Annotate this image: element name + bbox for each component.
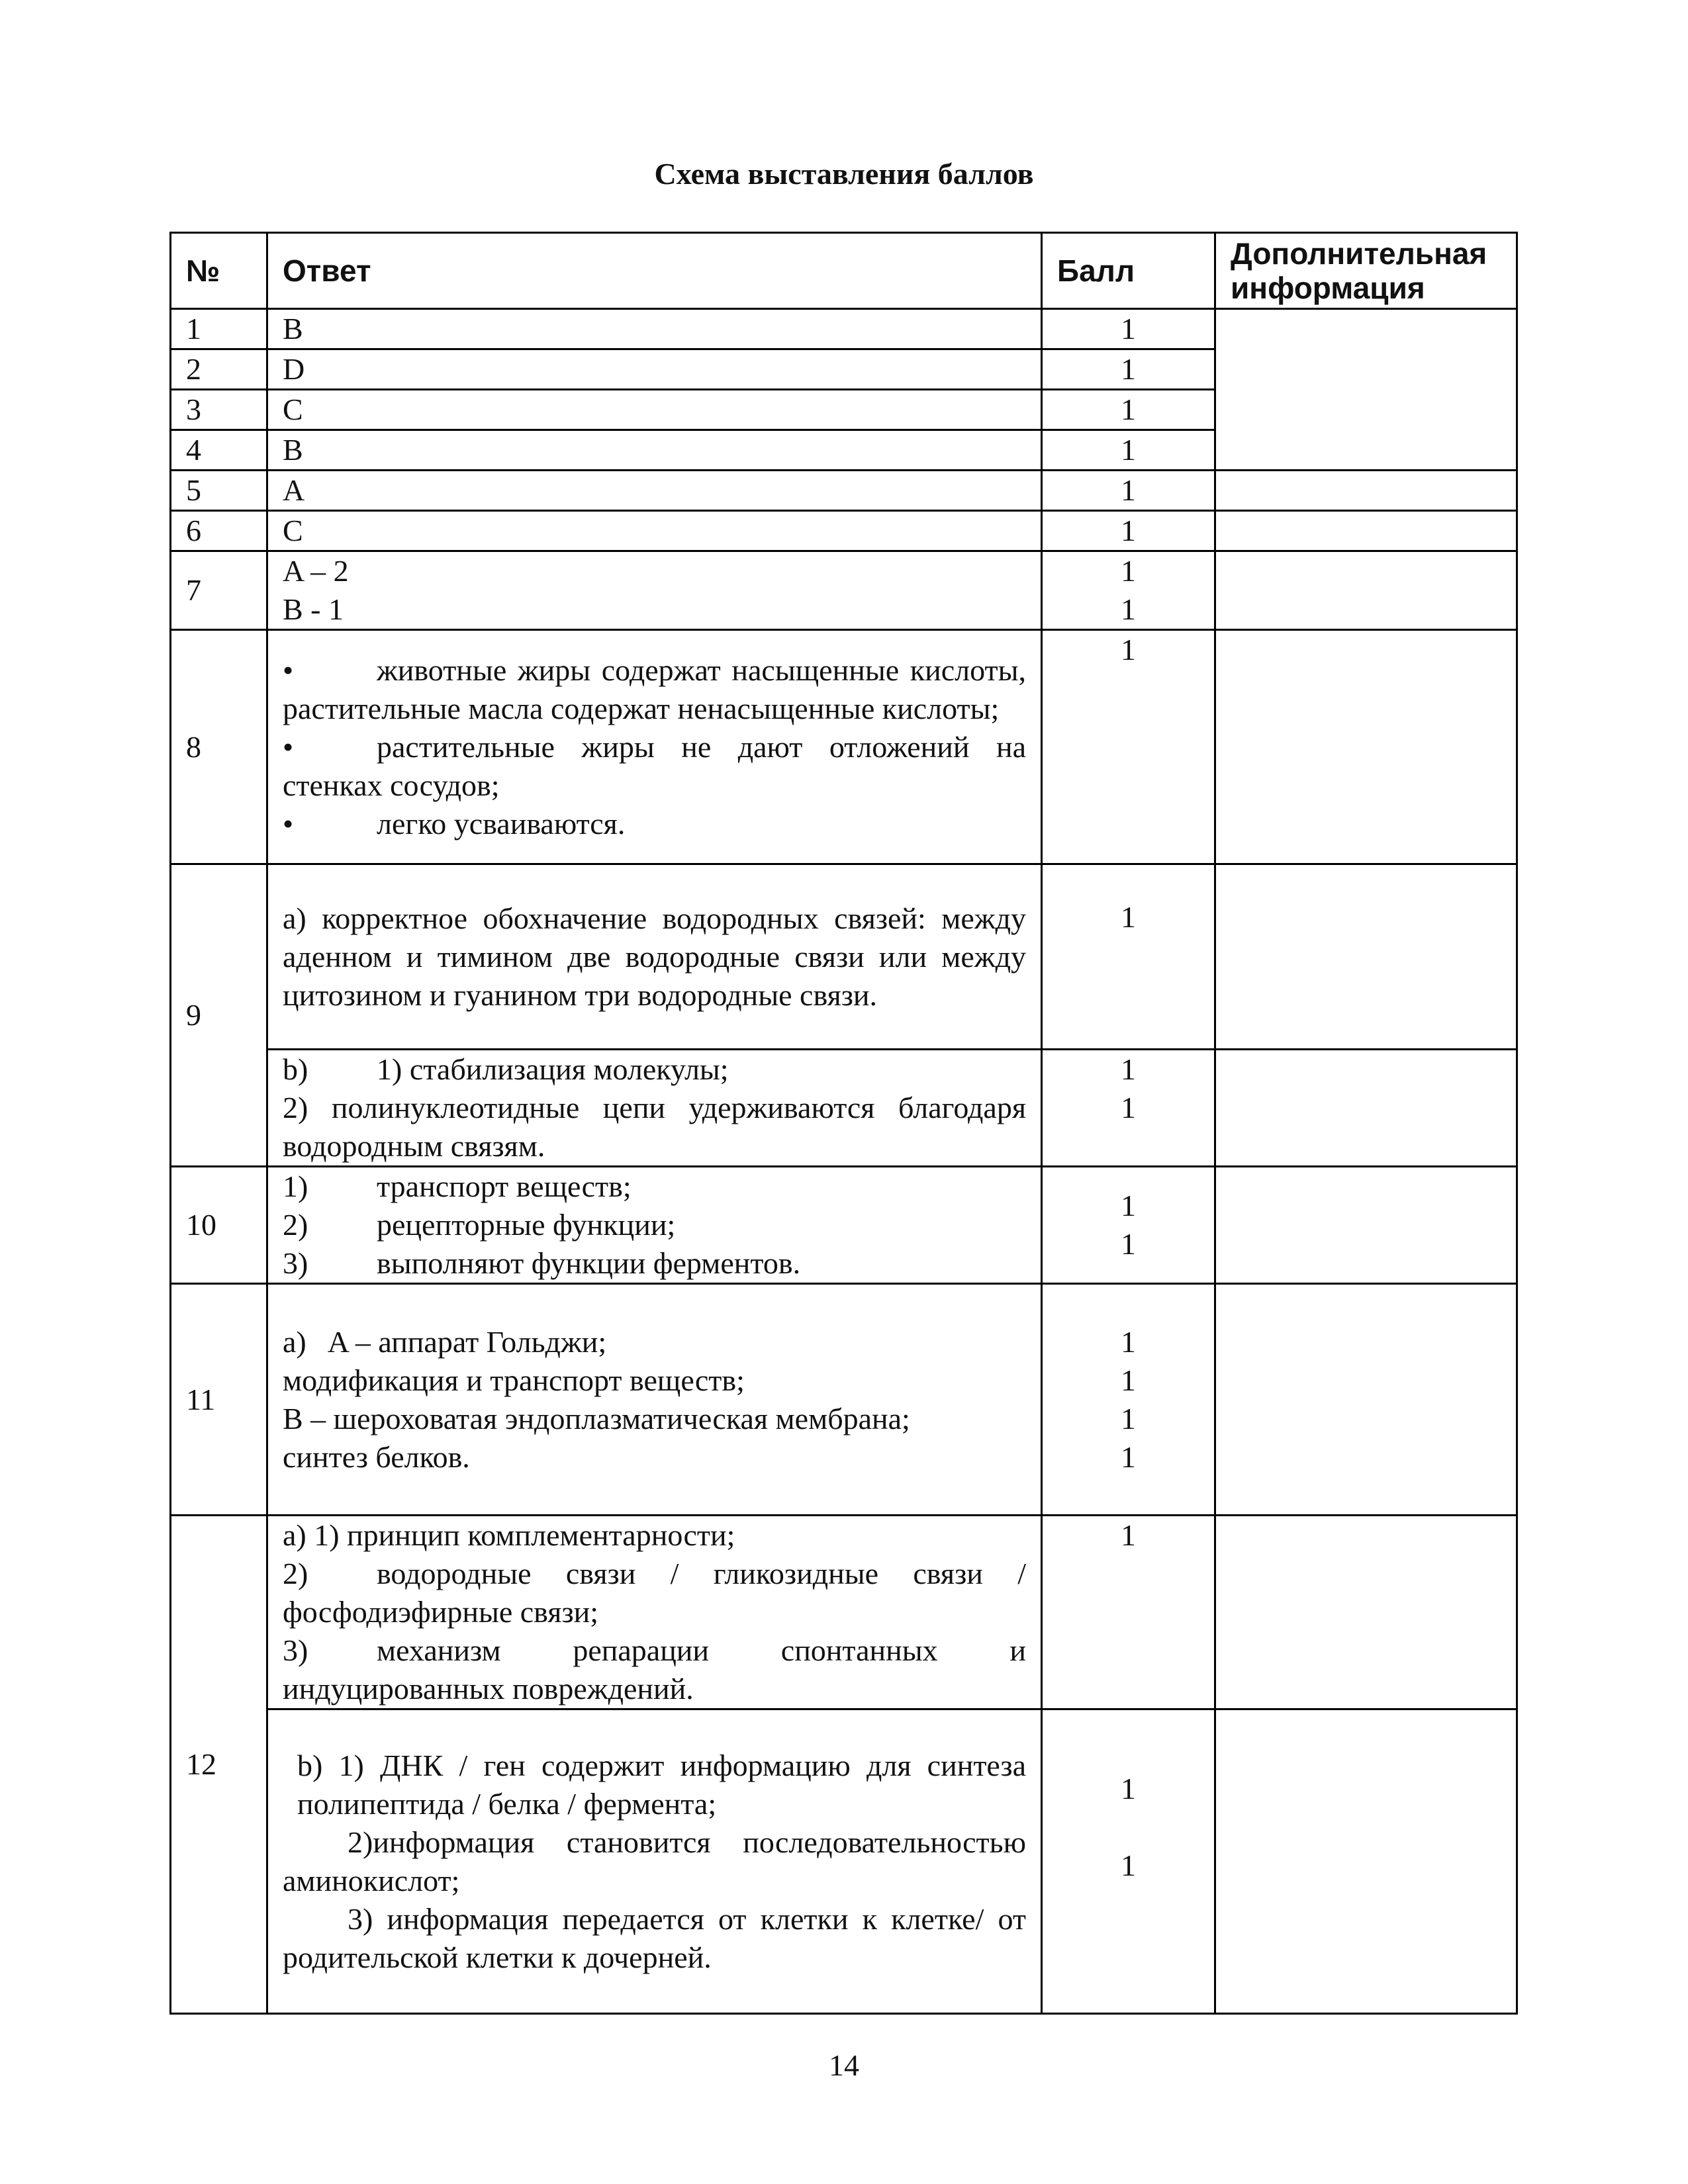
- row-answer-a: [267, 864, 1042, 1050]
- answer-line: синтез белков.: [283, 1439, 470, 1474]
- row-answer: C: [267, 390, 1042, 430]
- scoring-table: [169, 232, 1518, 2015]
- row-answer: [267, 1284, 1042, 1516]
- page-title: Схема выставления баллов: [654, 157, 1034, 191]
- row-number: 4: [171, 430, 267, 471]
- header-additional-info: Дополнительная информация: [1215, 233, 1517, 309]
- row-score: [1042, 1050, 1215, 1167]
- row-score: [1042, 1709, 1215, 2014]
- table-row: [171, 551, 1517, 630]
- answer-text: 2)информация становится последовательностью аминокислот;: [283, 1825, 1026, 1897]
- table-row: [171, 309, 1517, 349]
- bullet-item: [283, 728, 1026, 805]
- row-score: 1: [1042, 1516, 1215, 1709]
- table-row: [171, 1709, 1517, 2014]
- score-value: 1: [1121, 1091, 1136, 1124]
- bullet-text: животные жиры содержат насыщенные кислоты, растительные масла содержат ненасыщенные кислоты;: [283, 653, 1026, 725]
- score-value: 1: [1121, 1772, 1136, 1805]
- answer-text: водородные связи / гликозидные связи / фосфодиэфирные связи;: [283, 1557, 1026, 1629]
- row-score: 1: [1042, 511, 1215, 551]
- table-row: [171, 630, 1517, 864]
- row-score: 1: [1042, 430, 1215, 471]
- row-additional-info: [1215, 551, 1517, 630]
- row-answer-b: [267, 1709, 1042, 2014]
- score-value: 1: [1121, 554, 1136, 588]
- row-score: 1: [1042, 471, 1215, 511]
- list-item-text: рецепторные функции;: [377, 1208, 676, 1242]
- score-value: 1: [1121, 1439, 1136, 1474]
- answer-line: модификация и транспорт веществ;: [283, 1363, 745, 1397]
- list-item: [283, 1206, 1026, 1244]
- row-additional-info: [1215, 1284, 1517, 1516]
- table-row: [171, 1516, 1517, 1709]
- table-header-row: [171, 233, 1517, 309]
- row-answer-b: [267, 1050, 1042, 1167]
- row-score: 1: [1042, 390, 1215, 430]
- table-row: [171, 1050, 1517, 1167]
- row-score: [1042, 1167, 1215, 1284]
- row-answer: D: [267, 349, 1042, 390]
- row-score: [1042, 551, 1215, 630]
- score-value: 1: [1121, 1052, 1136, 1086]
- answer-text: механизм репарации спонтанных и индуцированных повреждений.: [283, 1633, 1026, 1706]
- answer-paragraph: b) 1) ДНК / ген содержит информацию для синтеза полипептида / белка / фермента;: [297, 1748, 1026, 1821]
- row-score: [1042, 1284, 1215, 1516]
- row-additional-info: [1215, 309, 1517, 471]
- row-score: 1: [1042, 864, 1215, 1050]
- answer-line: A – 2: [283, 554, 349, 588]
- row-number: 12: [171, 1516, 267, 2014]
- answer-line: [283, 1555, 1026, 1631]
- row-answer: B: [267, 309, 1042, 349]
- answer-line: a) 1) принцип комплементарности;: [283, 1518, 735, 1552]
- header-score: Балл: [1042, 233, 1215, 309]
- list-item-text: выполняют функции ферментов.: [377, 1246, 801, 1280]
- row-additional-info: [1215, 630, 1517, 864]
- answer-line: 2) полинуклеотидные цепи удерживаются благодаря водородным связям.: [283, 1091, 1026, 1163]
- score-value: 1: [1121, 1324, 1136, 1359]
- row-score: 1: [1042, 349, 1215, 390]
- row-number: 10: [171, 1167, 267, 1284]
- item-marker: 3): [283, 1246, 308, 1280]
- answer-paragraph: [283, 1823, 1026, 1900]
- answer-line: B – шероховатая эндоплазматическая мембрана;: [283, 1401, 910, 1435]
- score-value: 1: [1121, 1848, 1136, 1882]
- item-marker: 2): [283, 1557, 308, 1590]
- row-additional-info: [1215, 511, 1517, 551]
- header-number: №: [171, 233, 267, 309]
- row-number: 8: [171, 630, 267, 864]
- table-row: [171, 511, 1517, 551]
- table-row: [171, 864, 1517, 1050]
- answer-text: a) корректное обохначение водородных связей: между аденном и тимином две водородные связи или между цитозином и гуанином три водородные связи.: [283, 901, 1026, 1012]
- item-marker: b): [283, 1052, 308, 1086]
- answer-line: B - 1: [283, 592, 344, 626]
- score-value: 1: [1121, 1227, 1136, 1261]
- score-value: 1: [1121, 1363, 1136, 1397]
- row-number: 2: [171, 349, 267, 390]
- bullet-icon: •: [283, 806, 294, 841]
- row-additional-info: [1215, 471, 1517, 511]
- row-answer: [267, 630, 1042, 864]
- row-additional-info: [1215, 1709, 1517, 2014]
- row-score: 1: [1042, 630, 1215, 864]
- row-number: 5: [171, 471, 267, 511]
- table-row: [171, 1284, 1517, 1516]
- row-number: 1: [171, 309, 267, 349]
- bullet-icon: •: [283, 653, 294, 687]
- answer-line: [283, 1631, 1026, 1708]
- row-answer: [267, 551, 1042, 630]
- list-item: [283, 1167, 1026, 1206]
- answer-line: [283, 1050, 1026, 1089]
- row-number: 3: [171, 390, 267, 430]
- row-answer: A: [267, 471, 1042, 511]
- row-number: 6: [171, 511, 267, 551]
- answer-paragraph: [283, 1900, 1026, 1977]
- score-value: 1: [1121, 592, 1136, 626]
- table-row: [171, 471, 1517, 511]
- bullet-text: растительные жиры не дают отложений на стенках сосудов;: [283, 729, 1026, 802]
- list-item: [283, 1244, 1026, 1283]
- row-additional-info: [1215, 1167, 1517, 1284]
- bullet-item: [283, 805, 1026, 843]
- header-answer: Ответ: [267, 233, 1042, 309]
- row-score: 1: [1042, 309, 1215, 349]
- score-value: 1: [1121, 1189, 1136, 1222]
- bullet-text: легко усваиваются.: [377, 806, 626, 841]
- row-answer: B: [267, 430, 1042, 471]
- row-additional-info: [1215, 1516, 1517, 1709]
- row-answer: [267, 1167, 1042, 1284]
- row-number: 9: [171, 864, 267, 1167]
- answer-text: 1) стабилизация молекулы;: [377, 1052, 729, 1086]
- bullet-item: [283, 651, 1026, 728]
- row-number: 7: [171, 551, 267, 630]
- row-answer: C: [267, 511, 1042, 551]
- list-item-text: транспорт веществ;: [377, 1169, 632, 1203]
- bullet-icon: •: [283, 729, 294, 764]
- row-additional-info: [1215, 864, 1517, 1050]
- score-value: 1: [1121, 1401, 1136, 1435]
- item-marker: 1): [283, 1169, 308, 1203]
- answer-text: 3) информация передается от клетки к клетке/ от родительской клетки к дочерней.: [283, 1901, 1026, 1974]
- page-number: 14: [829, 2048, 859, 2082]
- item-marker: 3): [283, 1633, 308, 1667]
- row-answer-a: [267, 1516, 1042, 1709]
- answer-line: a) A – аппарат Гольджи;: [283, 1324, 607, 1359]
- item-marker: 2): [283, 1208, 308, 1242]
- row-additional-info: [1215, 1050, 1517, 1167]
- table-row: [171, 1167, 1517, 1284]
- row-number: 11: [171, 1284, 267, 1516]
